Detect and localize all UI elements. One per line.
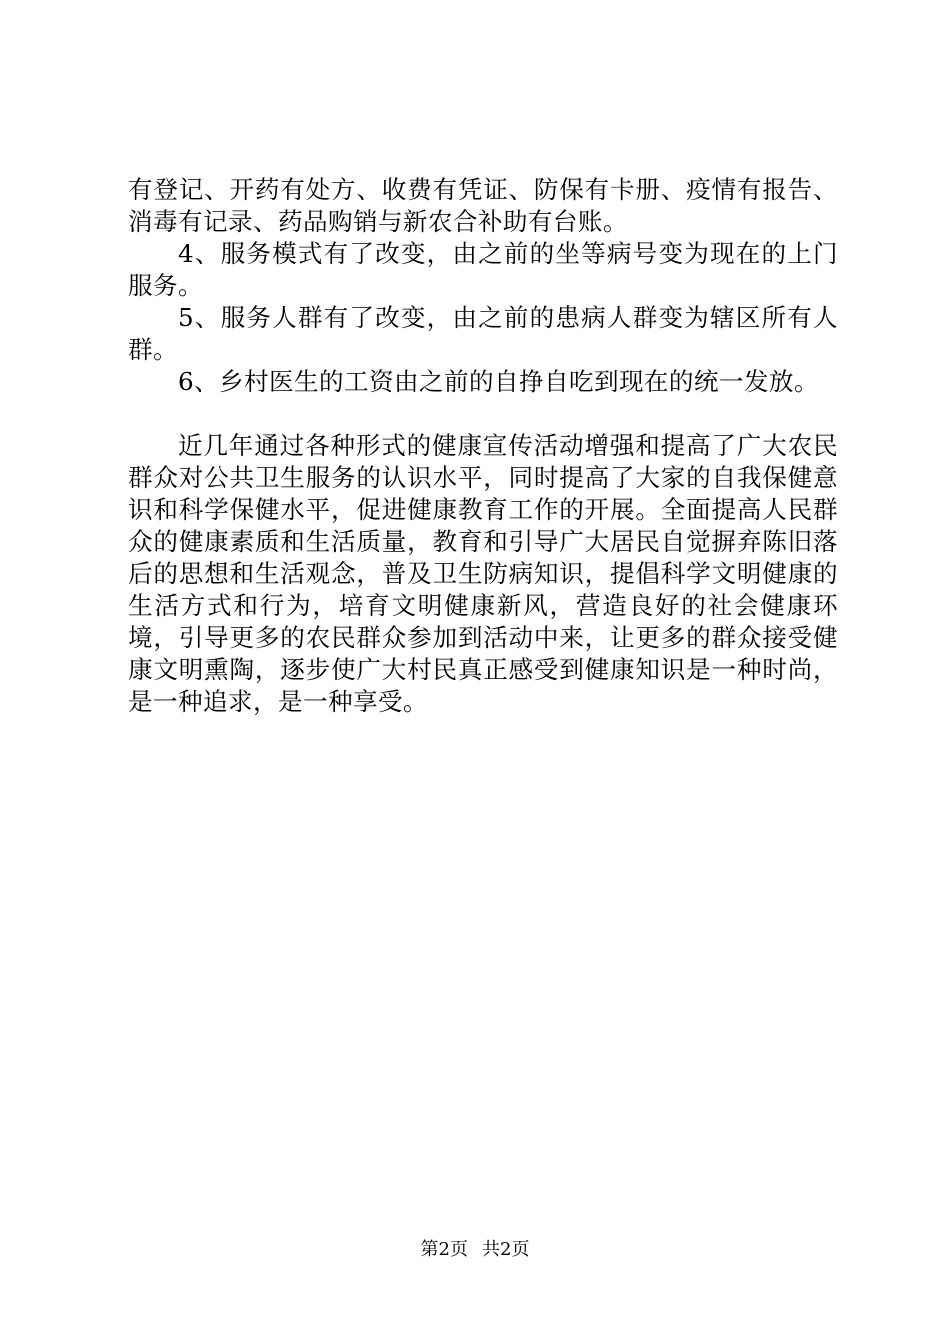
page-total: 共2页 (482, 1239, 530, 1260)
paragraph-health-education: 近几年通过各种形式的健康宣传活动增强和提高了广大农民群众对公共卫生服务的认识水平，同时提高了大家的自我保健意识和科学保健水平，促进健康教育工作的开展。全面提高人民群众的健康素质和生活质量，教育和引导广大居民自觉摒弃陈旧落后的思想和生活观念，普及卫生防病知识，提倡科学文明健康的生活方式和行为，培育文明健康新风，营造良好的社会健康环境，引导更多的农民群众参加到活动中来，让更多的群众接受健康文明熏陶，逐步使广大村民真正感受到健康知识是一种时尚，是一种追求，是一种享受。 (128, 431, 838, 716)
paragraph-service-mode: 4、服务模式有了改变，由之前的坐等病号变为现在的上门服务。 (128, 239, 838, 300)
paragraph-record-keeping: 有登记、开药有处方、收费有凭证、防保有卡册、疫情有报告、消毒有记录、药品购销与新农合补助有台账。 (128, 175, 838, 236)
page-number: 第2页 (420, 1239, 468, 1260)
page-footer (0, 1238, 950, 1262)
document-body (128, 174, 838, 718)
paragraph-doctor-salary: 6、乡村医生的工资由之前的自挣自吃到现在的统一发放。 (178, 367, 819, 396)
paragraph-service-population: 5、服务人群有了改变，由之前的患病人群变为辖区所有人群。 (128, 303, 838, 364)
